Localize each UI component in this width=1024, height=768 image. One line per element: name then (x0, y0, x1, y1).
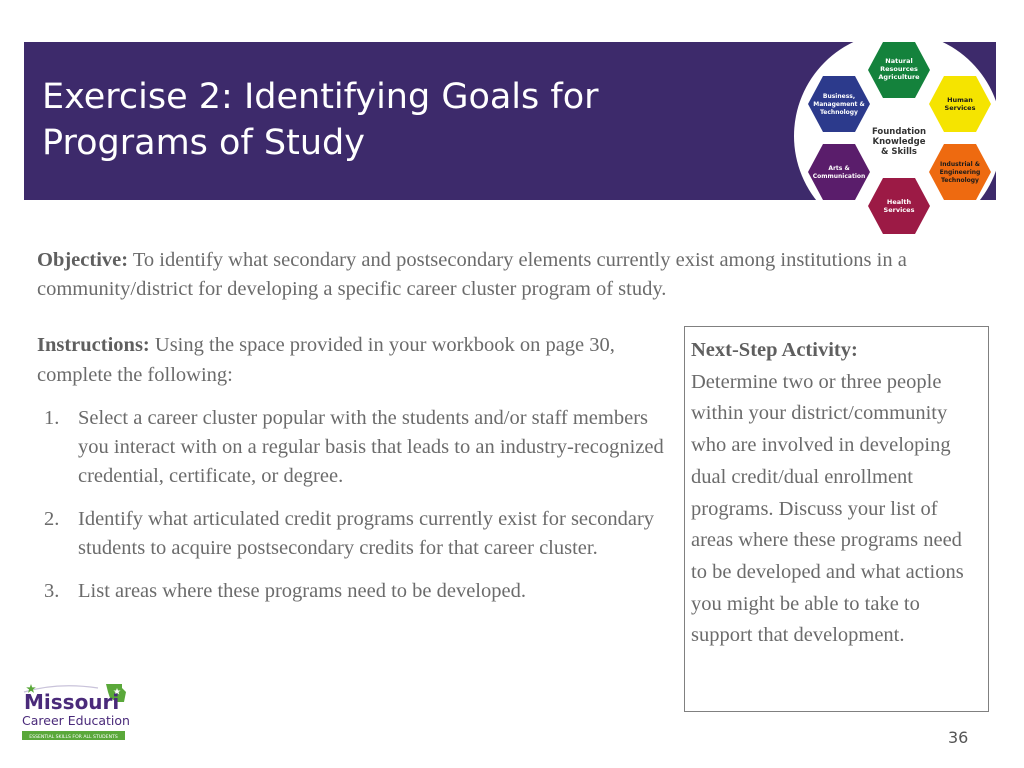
career-clusters-graphic (790, 36, 1002, 246)
svg-text:Agriculture: Agriculture (878, 73, 920, 81)
instructions-label: Instructions: (37, 334, 150, 356)
step-number: 3. (44, 580, 60, 602)
list-item (44, 404, 664, 491)
svg-text:Human: Human (947, 96, 973, 104)
step-text: List areas where these programs need to be developed. (78, 580, 526, 602)
svg-text:Natural: Natural (885, 57, 913, 65)
objective-paragraph (37, 246, 967, 304)
list-item (44, 505, 664, 563)
svg-text:Missouri: Missouri (24, 690, 120, 714)
svg-text:Foundation: Foundation (871, 127, 927, 137)
svg-text:Services: Services (883, 206, 915, 214)
svg-text:Communication: Communication (812, 173, 866, 180)
svg-text:Engineering: Engineering (939, 169, 981, 176)
svg-text:Management &: Management & (813, 101, 865, 108)
svg-text:Career Education: Career Education (22, 713, 130, 728)
instructions-paragraph (37, 330, 657, 390)
next-step-label: Next-Step Activity: (691, 339, 858, 361)
svg-text:Resources: Resources (880, 65, 918, 73)
svg-text:Health: Health (886, 198, 912, 206)
svg-text:Knowledge: Knowledge (872, 137, 926, 147)
slide-title-line-1: Exercise 2: Identifying Goals for (42, 77, 599, 117)
next-step-text: Determine two or three people within your district/community who are involved in developing dual credit/dual enrollment programs. Discuss your list of areas where these programs need to be developed and what actions you might be able to take to support that development. (691, 370, 964, 647)
step-text: Select a career cluster popular with the students and/or staff members you interact with on a regular basis that leads to an industry-recognized credential, certificate, or degree. (78, 407, 664, 487)
missouri-career-education-logo (18, 680, 130, 744)
svg-text:Services: Services (944, 104, 976, 112)
slide-title (42, 74, 762, 166)
svg-text:Business,: Business, (822, 93, 856, 100)
step-number: 1. (44, 407, 60, 429)
svg-text:Arts &: Arts & (828, 165, 850, 172)
svg-text:Industrial &: Industrial & (940, 161, 980, 168)
instructions-text: Using the space provided in your workbook on page 30, complete the following: (37, 334, 615, 386)
svg-text:& Skills: & Skills (881, 147, 917, 157)
page-number: 36 (948, 728, 969, 747)
svg-text:ESSENTIAL SKILLS FOR ALL STUDE: ESSENTIAL SKILLS FOR ALL STUDENTS (29, 735, 118, 740)
objective-label: Objective: (37, 249, 129, 271)
instruction-steps-list (44, 404, 664, 620)
slide-title-line-2: Programs of Study (42, 123, 365, 163)
objective-text: To identify what secondary and postsecondary elements currently exist among institutions in a community/district for developing a specific career cluster program of study. (37, 249, 907, 300)
step-text: Identify what articulated credit programs currently exist for secondary students to acquire postsecondary credits for that career cluster. (78, 508, 655, 559)
step-number: 2. (44, 508, 60, 530)
svg-text:Technology: Technology (941, 177, 979, 184)
list-item (44, 577, 664, 606)
next-step-activity-box (684, 326, 989, 712)
svg-text:Technology: Technology (820, 109, 858, 116)
